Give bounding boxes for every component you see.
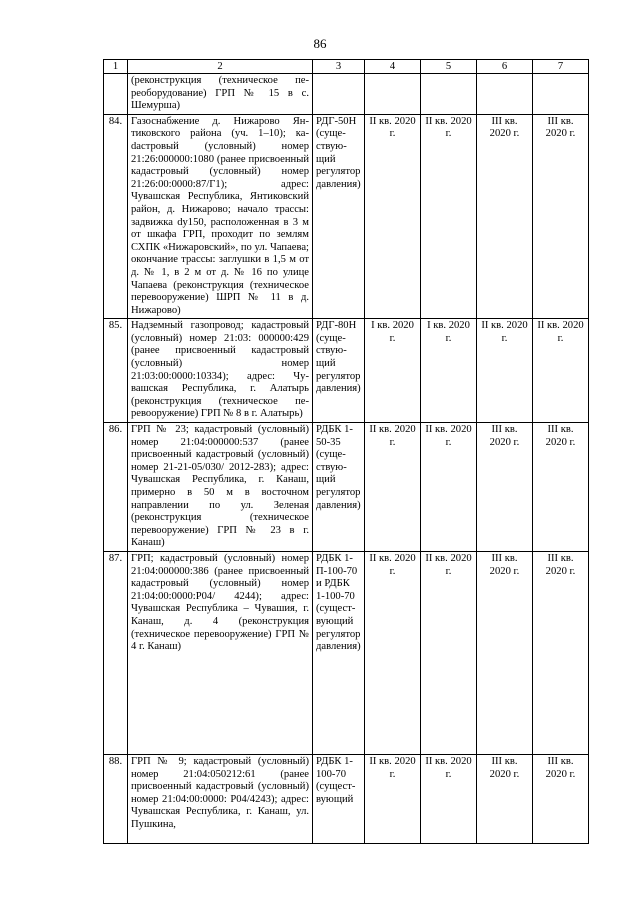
column-number-row bbox=[104, 60, 589, 74]
quarter-cell bbox=[365, 74, 421, 115]
object-description: ГРП № 23; кадастровый (условный) номер 21:04:000000:537 (ранее присвоенный кадастровый (условный) номер 21-21-05/030/ 2012-283); адрес: Чувашская Республика, г. Канаш, примерно в 50 м в восточном направлении по ул. Зеленая (реконструкция (техническое перевооружение) ГРП № 23 в г. Канаш) bbox=[128, 423, 313, 552]
object-description: (реконструкция (техническое переоборудование) ГРП № 15 в с. Шемурша) bbox=[128, 74, 313, 115]
page-number: 86 bbox=[313, 36, 327, 51]
object-description: ГРП; кадастровый (условный) номер 21:04:000000:386 (ранее присвоенный кадастровый (условный) номер 21:04:00:0000:Р04/ 4244); адрес: Чувашская Республика – Чувашия, г. Канаш, д. 4 (реконструкция (техническое перевооружение) ГРП № 4 г. Канаш) bbox=[128, 551, 313, 754]
quarter-cell: III кв. 2020 г. bbox=[533, 551, 589, 754]
object-description: ГРП № 9; кадастровый (условный) номер 21:04:050212:61 (ранее присвоенный кадастровый (условный) номер 21:04:00:0000: Р04/4243); адрес: Чувашская Республика, г. Канаш, ул. Пушкина, bbox=[128, 754, 313, 843]
table-row bbox=[104, 551, 589, 754]
object-description: Надземный газопровод; кадастровый (условный) номер 21:03: 000000:429 (ранее присвоенный кадастровый (условный) номер 21:03:00:0000:10334); адрес: Чувашская Республика, г. Алатырь (реконструкция (техническое перевооружение) ГРП № 8 в г. Алатырь) bbox=[128, 319, 313, 423]
table-row bbox=[104, 114, 589, 319]
quarter-cell: II кв. 2020 г. bbox=[365, 754, 421, 843]
quarter-cell: I кв. 2020 г. bbox=[421, 319, 477, 423]
table-row bbox=[104, 423, 589, 552]
quarter-cell: II кв. 2020 г. bbox=[365, 423, 421, 552]
quarter-cell: III кв. 2020 г. bbox=[533, 114, 589, 319]
quarter-cell: II кв. 2020 г. bbox=[421, 114, 477, 319]
table-row bbox=[104, 754, 589, 843]
row-number: 85. bbox=[104, 319, 128, 423]
quarter-cell: II кв. 2020 г. bbox=[421, 551, 477, 754]
quarter-cell bbox=[533, 74, 589, 115]
row-number: 84. bbox=[104, 114, 128, 319]
column-number: 3 bbox=[313, 60, 365, 74]
column-number: 5 bbox=[421, 60, 477, 74]
column-number: 7 bbox=[533, 60, 589, 74]
quarter-cell: II кв. 2020 г. bbox=[365, 114, 421, 319]
equipment-cell: РДБК 1-П-100-70 и РДБК 1-100-70 (существующий регулятор давления) bbox=[313, 551, 365, 754]
row-number: 88. bbox=[104, 754, 128, 843]
quarter-cell: I кв. 2020 г. bbox=[365, 319, 421, 423]
capital-works-table bbox=[103, 59, 589, 844]
quarter-cell: III кв. 2020 г. bbox=[533, 423, 589, 552]
quarter-cell: III кв. 2020 г. bbox=[477, 754, 533, 843]
object-description: Газоснабжение д. Нижарово Янтиковского района (уч. 1–10); каdастровый (условный) номер 21:26:000000:1080 (ранее присвоенный кадастровый (условный) номер 21:26:00:0000:87/Г1); адрес: Чувашская Республика, Янтиковский район, д. Нижарово; начало трассы: задвижка dy150, расположенная в 3 м от шкафа ГРП, проходит по землям СХПК «Нижаровский», по ул. Чапаева; окончание трассы: заглушки в 1,5 м от д. № 1, в 2 м от д. № 16 по улице Чапаева (реконструкция (техническое перевооружение) ШРП № 11 в д. Нижарово) bbox=[128, 114, 313, 319]
column-number: 4 bbox=[365, 60, 421, 74]
table-row bbox=[104, 74, 589, 115]
quarter-cell bbox=[421, 74, 477, 115]
equipment-cell bbox=[313, 74, 365, 115]
column-number: 1 bbox=[104, 60, 128, 74]
column-number: 6 bbox=[477, 60, 533, 74]
quarter-cell: III кв. 2020 г. bbox=[533, 754, 589, 843]
row-number bbox=[104, 74, 128, 115]
row-number: 86. bbox=[104, 423, 128, 552]
quarter-cell: III кв. 2020 г. bbox=[477, 423, 533, 552]
quarter-cell: II кв. 2020 г. bbox=[421, 754, 477, 843]
equipment-cell: РДБК 1-50-35 (существующий регулятор давления) bbox=[313, 423, 365, 552]
quarter-cell: II кв. 2020 г. bbox=[365, 551, 421, 754]
equipment-cell: РДБК 1-100-70 (существующий bbox=[313, 754, 365, 843]
quarter-cell: III кв. 2020 г. bbox=[477, 114, 533, 319]
row-number: 87. bbox=[104, 551, 128, 754]
quarter-cell: III кв. 2020 г. bbox=[477, 551, 533, 754]
quarter-cell: II кв. 2020 г. bbox=[477, 319, 533, 423]
quarter-cell bbox=[477, 74, 533, 115]
equipment-cell: РДГ-80Н (существующий регулятор давления) bbox=[313, 319, 365, 423]
column-number: 2 bbox=[128, 60, 313, 74]
equipment-cell: РДГ-50Н (существующий регулятор давления) bbox=[313, 114, 365, 319]
quarter-cell: II кв. 2020 г. bbox=[533, 319, 589, 423]
quarter-cell: II кв. 2020 г. bbox=[421, 423, 477, 552]
table-row bbox=[104, 319, 589, 423]
